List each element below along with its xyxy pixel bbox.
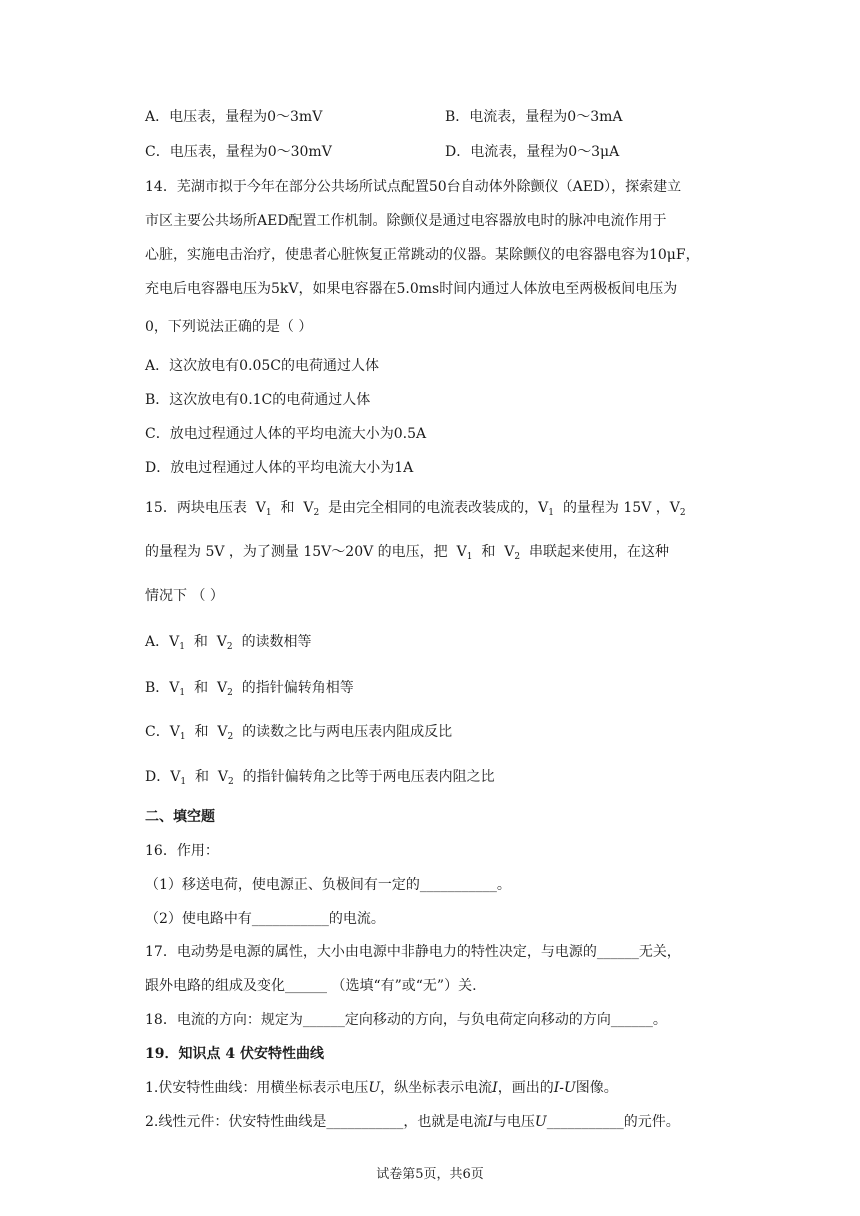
q13-option-b: B．电流表，量程为0～3mA xyxy=(445,109,623,125)
q14-option-a: A．这次放电有0.05C的电荷通过人体 xyxy=(145,358,379,374)
q14-line-1: 14．芜湖市拟于今年在部分公共场所试点配置50台自动体外除颤仪（AED），探索建立 xyxy=(145,179,682,195)
q13-option-a: A．电压表，量程为0～3mV xyxy=(145,109,323,125)
q16-line-1: 16．作用： xyxy=(145,843,219,859)
q15-option-a: A．$V_1$ 和 $V_2$ 的读数相等 xyxy=(145,634,312,652)
q14-option-d: D．放电过程通过人体的平均电流大小为1A xyxy=(145,460,414,476)
q15-option-c: C．$V_1$ 和 $V_2$ 的读数之比与两电压表内阻成反比 xyxy=(145,724,453,742)
v2-symbol: $V_2$ xyxy=(303,500,320,518)
q13-option-c: C．电压表，量程为0～30mV xyxy=(145,144,332,160)
q18-line: 18．电流的方向：规定为______定向移动的方向，与负电荷定向移动的方向______。 xyxy=(145,1012,667,1028)
q14-line-5: 0，下列说法正确的是（ ） xyxy=(145,319,313,335)
q17-line-2: 跟外电路的组成及变化______ （选填“有”或“无”）关. xyxy=(145,978,477,994)
v1-symbol: $V_1$ xyxy=(255,500,272,518)
section-heading: 二、填空题 xyxy=(145,809,215,825)
v2-symbol: $V_2$ xyxy=(669,500,686,518)
q14-line-2: 市区主要公共场所AED配置工作机制。除颤仪是通过电容器放电时的脉冲电流作用于 xyxy=(145,213,667,229)
v2-symbol: $V_2$ xyxy=(504,544,521,562)
q19-line-1: 1.伏安特性曲线：用横坐标表示电压U，纵坐标表示电流I，画出的I-U图像。 xyxy=(145,1080,618,1096)
q16-line-2: （1）移送电荷，使电源正、负极间有一定的___________。 xyxy=(145,877,511,893)
q15-line-3: 情况下 （ ） xyxy=(145,588,224,604)
v1-symbol: $V_1$ xyxy=(456,544,473,562)
q14-option-c: C．放电过程通过人体的平均电流大小为0.5A xyxy=(145,426,427,442)
q13-option-d: D．电流表，量程为0～3μA xyxy=(445,144,620,160)
v1-symbol: $V_1$ xyxy=(538,500,555,518)
q19-line-2: 2.线性元件：伏安特性曲线是___________，也就是电流I与电压U___________的元件。 xyxy=(145,1114,680,1130)
q14-line-4: 充电后电容器电压为5kV，如果电容器在5.0ms时间内通过人体放电至两极板间电压为 xyxy=(145,281,678,297)
page-footer: 试卷第5页，共6页 xyxy=(376,1167,484,1182)
q17-line-1: 17．电动势是电源的属性，大小由电源中非静电力的特性决定，与电源的______无关， xyxy=(145,944,681,960)
q15-line-1: 15．两块电压表 $V_1$ 和 $V_2$ 是由完全相同的电流表改装成的，$V_1$ 的量程为 15V ，$V_2$ xyxy=(145,500,686,518)
q15-option-d: D．$V_1$ 和 $V_2$ 的指针偏转角之比等于两电压表内阻之比 xyxy=(145,769,495,787)
q16-line-3: （2）使电路中有___________的电流。 xyxy=(145,911,385,927)
q19-title: 19．知识点 4 伏安特性曲线 xyxy=(145,1046,324,1062)
q14-line-3: 心脏，实施电击治疗，使患者心脏恢复正常跳动的仪器。某除颤仪的电容器电容为10μF， xyxy=(145,247,700,263)
q15-option-b: B．$V_1$ 和 $V_2$ 的指针偏转角相等 xyxy=(145,680,354,698)
q15-line-2: 的量程为 5V ，为了测量 15V～20V 的电压，把 $V_1$ 和 $V_2$ 串联起来使用，在这种 xyxy=(145,544,670,562)
q14-option-b: B．这次放电有0.1C的电荷通过人体 xyxy=(145,392,371,408)
